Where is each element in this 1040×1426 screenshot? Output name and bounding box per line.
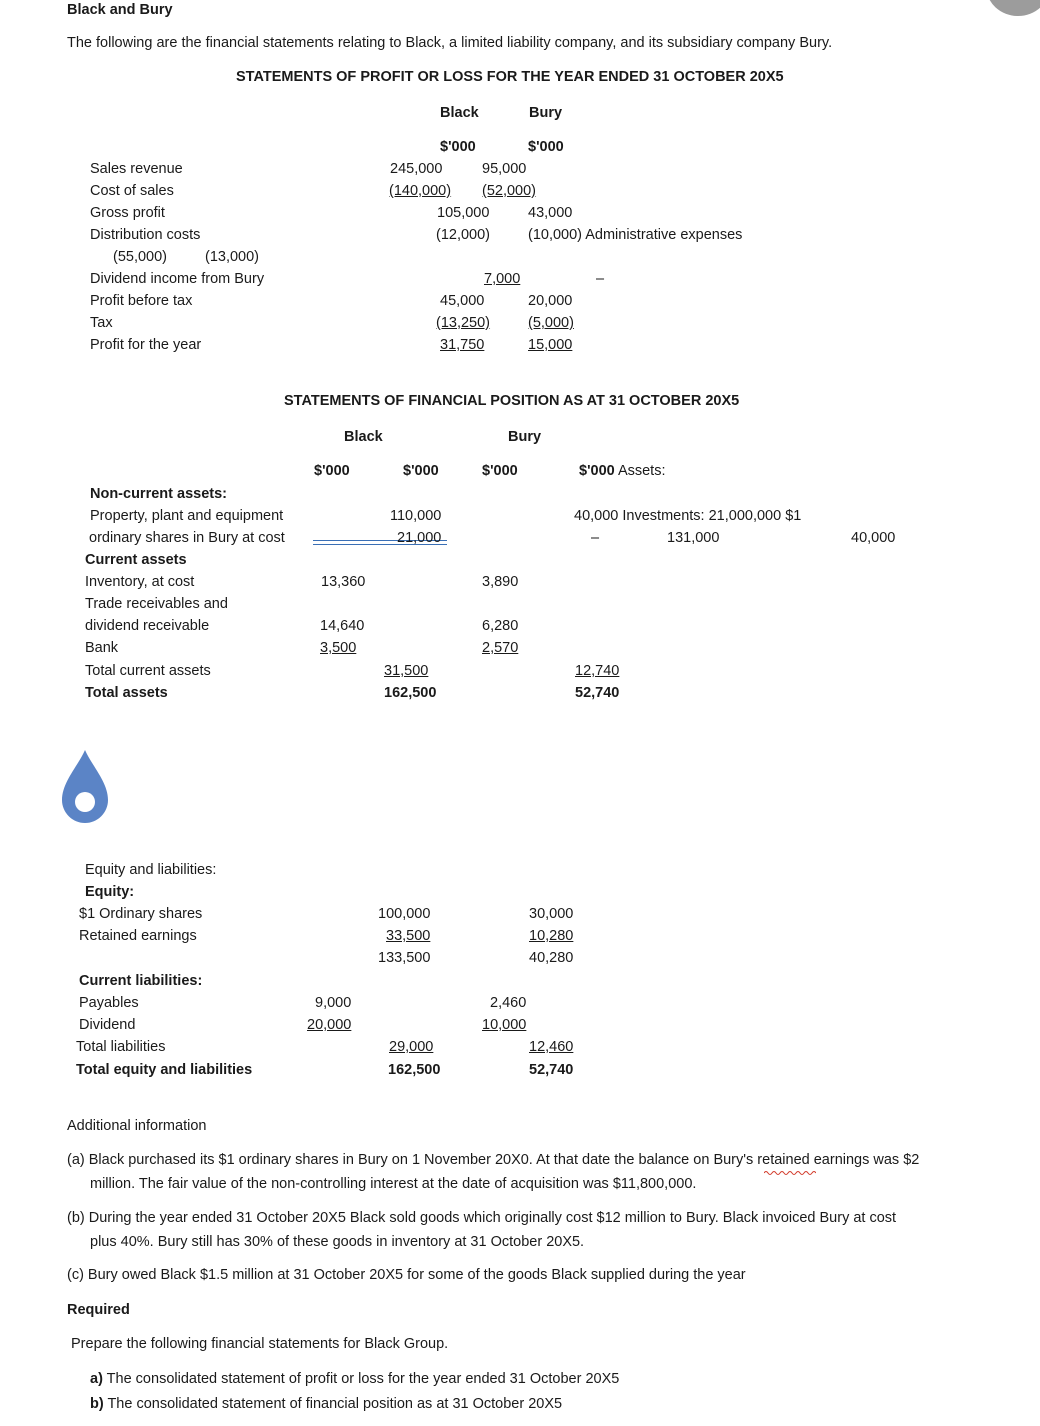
- sofp-unit-4-suffix: Assets:: [614, 463, 666, 479]
- sofp-inv-label: ordinary shares in Bury at cost: [89, 530, 285, 546]
- sofp-heading: STATEMENTS OF FINANCIAL POSITION AS AT 31 OCTOBER 20X5: [284, 393, 740, 409]
- required-a-label: a): [90, 1371, 103, 1387]
- pl-pfy-label: Profit for the year: [90, 337, 202, 353]
- additional-a-pre: (a) Black purchased its $1 ordinary shares in Bury on 1 November 20X0. At that date the balance on: [67, 1152, 714, 1168]
- pl-pbt-label: Profit before tax: [90, 293, 193, 309]
- sofp-cl-label: Current liabilities:: [79, 973, 203, 989]
- pl-pbt-bury: 20,000: [528, 293, 573, 309]
- sofp-shares-label: $1 Ordinary shares: [79, 906, 203, 922]
- grey-circle-icon: [986, 0, 1040, 16]
- sofp-tl-bury: 12,460: [529, 1039, 574, 1055]
- pl-tax-label: Tax: [90, 315, 113, 331]
- sofp-shares-bury: 30,000: [529, 906, 574, 922]
- required-instruction: Prepare the following financial statements for Black Group.: [71, 1336, 449, 1352]
- pl-cos-label: Cost of sales: [90, 183, 174, 199]
- pl-cos-black: (140,000): [389, 183, 452, 199]
- sofp-ca-label: Current assets: [85, 552, 187, 568]
- pl-sales-black: 245,000: [390, 161, 443, 177]
- additional-c-line: (c) Bury owed Black $1.5 million at 31 October 20X5 for some of the goods Black supplied during the year: [67, 1267, 746, 1283]
- sofp-rec-black: 14,640: [320, 618, 365, 634]
- sofp-eq-label: Equity:: [85, 884, 135, 900]
- additional-a-line1: [67, 1151, 919, 1169]
- sofp-ppe-bury: 40,000 Investments: 21,000,000 $1: [574, 508, 802, 524]
- sofp-col-bury: Bury: [508, 429, 542, 445]
- sofp-rec-label-2: dividend receivable: [85, 618, 210, 634]
- additional-b-line1: (b) During the year ended 31 October 20X5 Black sold goods which originally cost $12 million to Bury. Black invoiced Bury at cost: [67, 1210, 897, 1226]
- sofp-ta-label: Total assets: [85, 685, 168, 701]
- document-title: Black and Bury: [67, 2, 173, 18]
- pl-tax-black: (13,250): [436, 315, 491, 331]
- pl-gp-black: 105,000: [437, 205, 490, 221]
- required-b-text: The consolidated statement of financial position as at 31 October 20X5: [103, 1396, 563, 1412]
- sofp-tel-label: Total equity and liabilities: [76, 1062, 253, 1078]
- sofp-unit-1: $'000: [314, 463, 350, 479]
- sofp-unit-3: $'000: [482, 463, 518, 479]
- pl-admin-bury: (13,000): [205, 249, 260, 265]
- sofp-eq-bury: 40,280: [529, 950, 574, 966]
- sofp-bank-label: Bank: [85, 640, 119, 656]
- sofp-inv-bury: –: [591, 530, 600, 546]
- pl-dist-bury: (10,000) Administrative expenses: [528, 227, 743, 243]
- sofp-pay-label: Payables: [79, 995, 139, 1011]
- required-a: [90, 1370, 619, 1388]
- sofp-rec-label-1: Trade receivables and: [85, 596, 228, 612]
- sofp-nca-label: Non-current assets:: [90, 486, 227, 502]
- sofp-re-bury: 10,280: [529, 928, 574, 944]
- pl-gp-label: Gross profit: [90, 205, 165, 221]
- sofp-bank-black: 3,500: [320, 640, 357, 656]
- sofp-ppe-label: Property, plant and equipment: [90, 508, 284, 524]
- sofp-unit-2: $'000: [403, 463, 439, 479]
- sofp-eq-black: 133,500: [378, 950, 431, 966]
- additional-a-word: Bury's: [713, 1152, 754, 1168]
- sofp-inv-black: 21,000: [397, 530, 442, 546]
- pl-dist-black: (12,000): [436, 227, 491, 243]
- sofp-divp-bury: 10,000: [482, 1017, 527, 1033]
- pl-col-bury: Bury: [529, 105, 563, 121]
- additional-b-line2: plus 40%. Bury still has 30% of these goods in inventory at 31 October 20X5.: [90, 1234, 585, 1250]
- required-b: [90, 1395, 562, 1413]
- pl-cos-bury: (52,000): [482, 183, 537, 199]
- sofp-pay-black: 9,000: [315, 995, 352, 1011]
- sofp-unit-4: [579, 462, 666, 480]
- sofp-divp-black: 20,000: [307, 1017, 352, 1033]
- pl-col-black: Black: [440, 105, 479, 121]
- pl-unit-black: $'000: [440, 139, 476, 155]
- sofp-bank-bury: 2,570: [482, 640, 519, 656]
- sofp-tca-label: Total current assets: [85, 663, 211, 679]
- sofp-re-black: 33,500: [386, 928, 431, 944]
- pl-sales-bury: 95,000: [482, 161, 527, 177]
- required-b-label: b): [90, 1396, 104, 1412]
- pl-pfy-bury: 15,000: [528, 337, 573, 353]
- sofp-tca-black: 31,500: [384, 663, 429, 679]
- sofp-tca-bury: 12,740: [575, 663, 620, 679]
- sofp-divp-label: Dividend: [79, 1017, 136, 1033]
- pl-gp-bury: 43,000: [528, 205, 573, 221]
- sofp-nca-bury-total: 40,000: [851, 530, 896, 546]
- sofp-stock-bury: 3,890: [482, 574, 519, 590]
- sofp-tl-black: 29,000: [389, 1039, 434, 1055]
- sofp-ppe-black: 110,000: [390, 508, 442, 524]
- intro-text: The following are the financial statements relating to Black, a limited liability company, and its subsidiary company Bury.: [67, 35, 833, 51]
- sofp-unit-4-unit: $'000: [579, 463, 615, 479]
- pl-admin-black: (55,000): [113, 249, 168, 265]
- sofp-ta-black: 162,500: [384, 685, 437, 701]
- pl-div-label: Dividend income from Bury: [90, 271, 265, 287]
- pl-unit-bury: $'000: [528, 139, 564, 155]
- spellcheck-squiggle: [764, 1170, 816, 1176]
- pl-sales-label: Sales revenue: [90, 161, 183, 177]
- pl-tax-bury: (5,000): [528, 315, 574, 331]
- pl-pbt-black: 45,000: [440, 293, 485, 309]
- pl-div-black: 7,000: [484, 271, 521, 287]
- sofp-stock-label: Inventory, at cost: [85, 574, 195, 590]
- required-heading: Required: [67, 1302, 130, 1318]
- additional-heading: Additional information: [67, 1118, 207, 1134]
- pl-div-bury: –: [596, 271, 605, 287]
- sofp-nca-black-total: 131,000: [667, 530, 720, 546]
- location-drop-icon: [58, 748, 112, 828]
- pl-dist-label: Distribution costs: [90, 227, 201, 243]
- sofp-eql-label: Equity and liabilities:: [85, 862, 217, 878]
- required-a-text: The consolidated statement of profit or loss for the year ended 31 October 20X5: [102, 1371, 620, 1387]
- pl-heading: STATEMENTS OF PROFIT OR LOSS FOR THE YEAR ENDED 31 OCTOBER 20X5: [236, 69, 784, 85]
- sofp-tel-black: 162,500: [388, 1062, 441, 1078]
- sofp-tel-bury: 52,740: [529, 1062, 574, 1078]
- sofp-pay-bury: 2,460: [490, 995, 527, 1011]
- sofp-stock-black: 13,360: [321, 574, 366, 590]
- pl-pfy-black: 31,750: [440, 337, 485, 353]
- sofp-tl-label: Total liabilities: [76, 1039, 166, 1055]
- additional-a-line2: million. The fair value of the non-controlling interest at the date of acquisition was $11,800,000.: [90, 1176, 697, 1192]
- additional-a-post: retained earnings was $2: [753, 1152, 920, 1168]
- sofp-ta-bury: 52,740: [575, 685, 620, 701]
- sofp-rec-bury: 6,280: [482, 618, 519, 634]
- sofp-re-label: Retained earnings: [79, 928, 197, 944]
- sofp-shares-black: 100,000: [378, 906, 431, 922]
- sofp-col-black: Black: [344, 429, 383, 445]
